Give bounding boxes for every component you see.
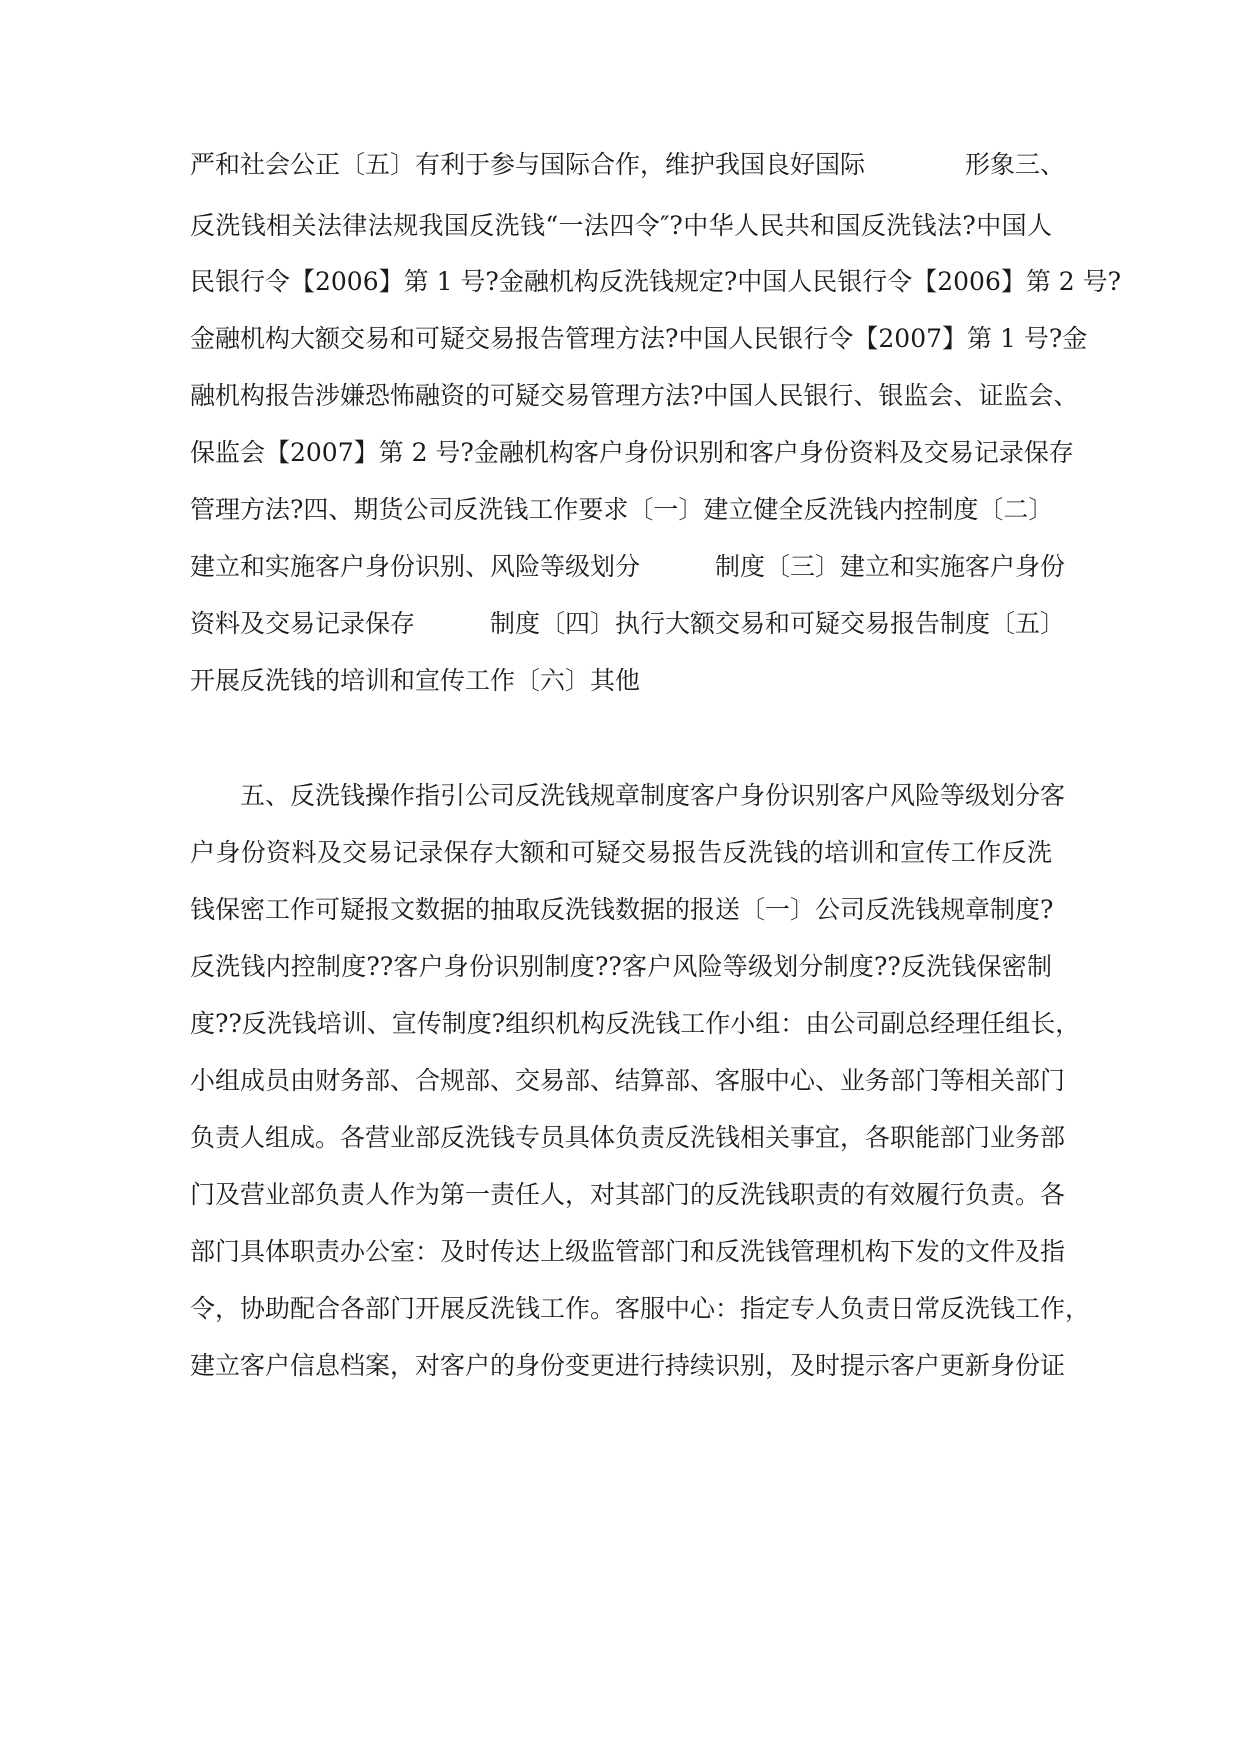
text-line: 民银行令【2006】第 1 号?金融机构反洗钱规定?中国人民银行令【2006】第 2 号? xyxy=(190,267,1122,296)
text-line: 管理方法?四、期货公司反洗钱工作要求〔一〕建立健全反洗钱内控制度〔二〕 xyxy=(190,495,1054,524)
text-line: 门及营业部负责人作为第一责任人，对其部门的反洗钱职责的有效履行负责。各 xyxy=(190,1180,1066,1209)
text-line: 严和社会公正〔五〕有利于参与国际合作，维护我国良好国际 形象三、 xyxy=(190,150,1066,179)
text-line: 建立客户信息档案，对客户的身份变更进行持续识别，及时提示客户更新身份证 xyxy=(190,1351,1066,1380)
text-line: 反洗钱内控制度??客户身份识别制度??客户风险等级划分制度??反洗钱保密制 xyxy=(190,952,1052,981)
text-line: 融机构报告涉嫌恐怖融资的可疑交易管理方法?中国人民银行、银监会、证监会、 xyxy=(190,381,1079,410)
text-line: 钱保密工作可疑报文数据的抽取反洗钱数据的报送〔一〕公司反洗钱规章制度? xyxy=(190,895,1054,924)
text-line: 开展反洗钱的培训和宣传工作〔六〕其他 xyxy=(190,666,641,695)
text-line: 部门具体职责办公室：及时传达上级监管部门和反洗钱管理机构下发的文件及指 xyxy=(190,1237,1066,1266)
text-line: 金融机构大额交易和可疑交易报告管理方法?中国人民银行令【2007】第 1 号?金 xyxy=(190,324,1088,353)
text-line: 负责人组成。各营业部反洗钱专员具体负责反洗钱相关事宜，各职能部门业务部 xyxy=(190,1123,1066,1152)
text-line: 反洗钱相关法律法规我国反洗钱“一法四令″?中华人民共和国反洗钱法?中国人 xyxy=(190,211,1052,240)
text-line: 度??反洗钱培训、宣传制度?组织机构反洗钱工作小组：由公司副总经理任组长， xyxy=(190,1009,1081,1038)
text-line: 户身份资料及交易记录保存大额和可疑交易报告反洗钱的培训和宣传工作反洗 xyxy=(190,838,1052,867)
text-line: 保监会【2007】第 2 号?金融机构客户身份识别和客户身份资料及交易记录保存 xyxy=(190,438,1074,467)
text-line: 资料及交易记录保存 制度〔四〕执行大额交易和可疑交易报告制度〔五〕 xyxy=(190,609,1066,638)
text-line: 五、反洗钱操作指引公司反洗钱规章制度客户身份识别客户风险等级划分客 xyxy=(240,781,1066,810)
text-line: 小组成员由财务部、合规部、交易部、结算部、客服中心、业务部门等相关部门 xyxy=(190,1066,1066,1095)
text-line: 建立和实施客户身份识别、风险等级划分 制度〔三〕建立和实施客户身份 xyxy=(190,552,1066,581)
text-line: 令，协助配合各部门开展反洗钱工作。客服中心：指定专人负责日常反洗钱工作， xyxy=(190,1294,1091,1323)
